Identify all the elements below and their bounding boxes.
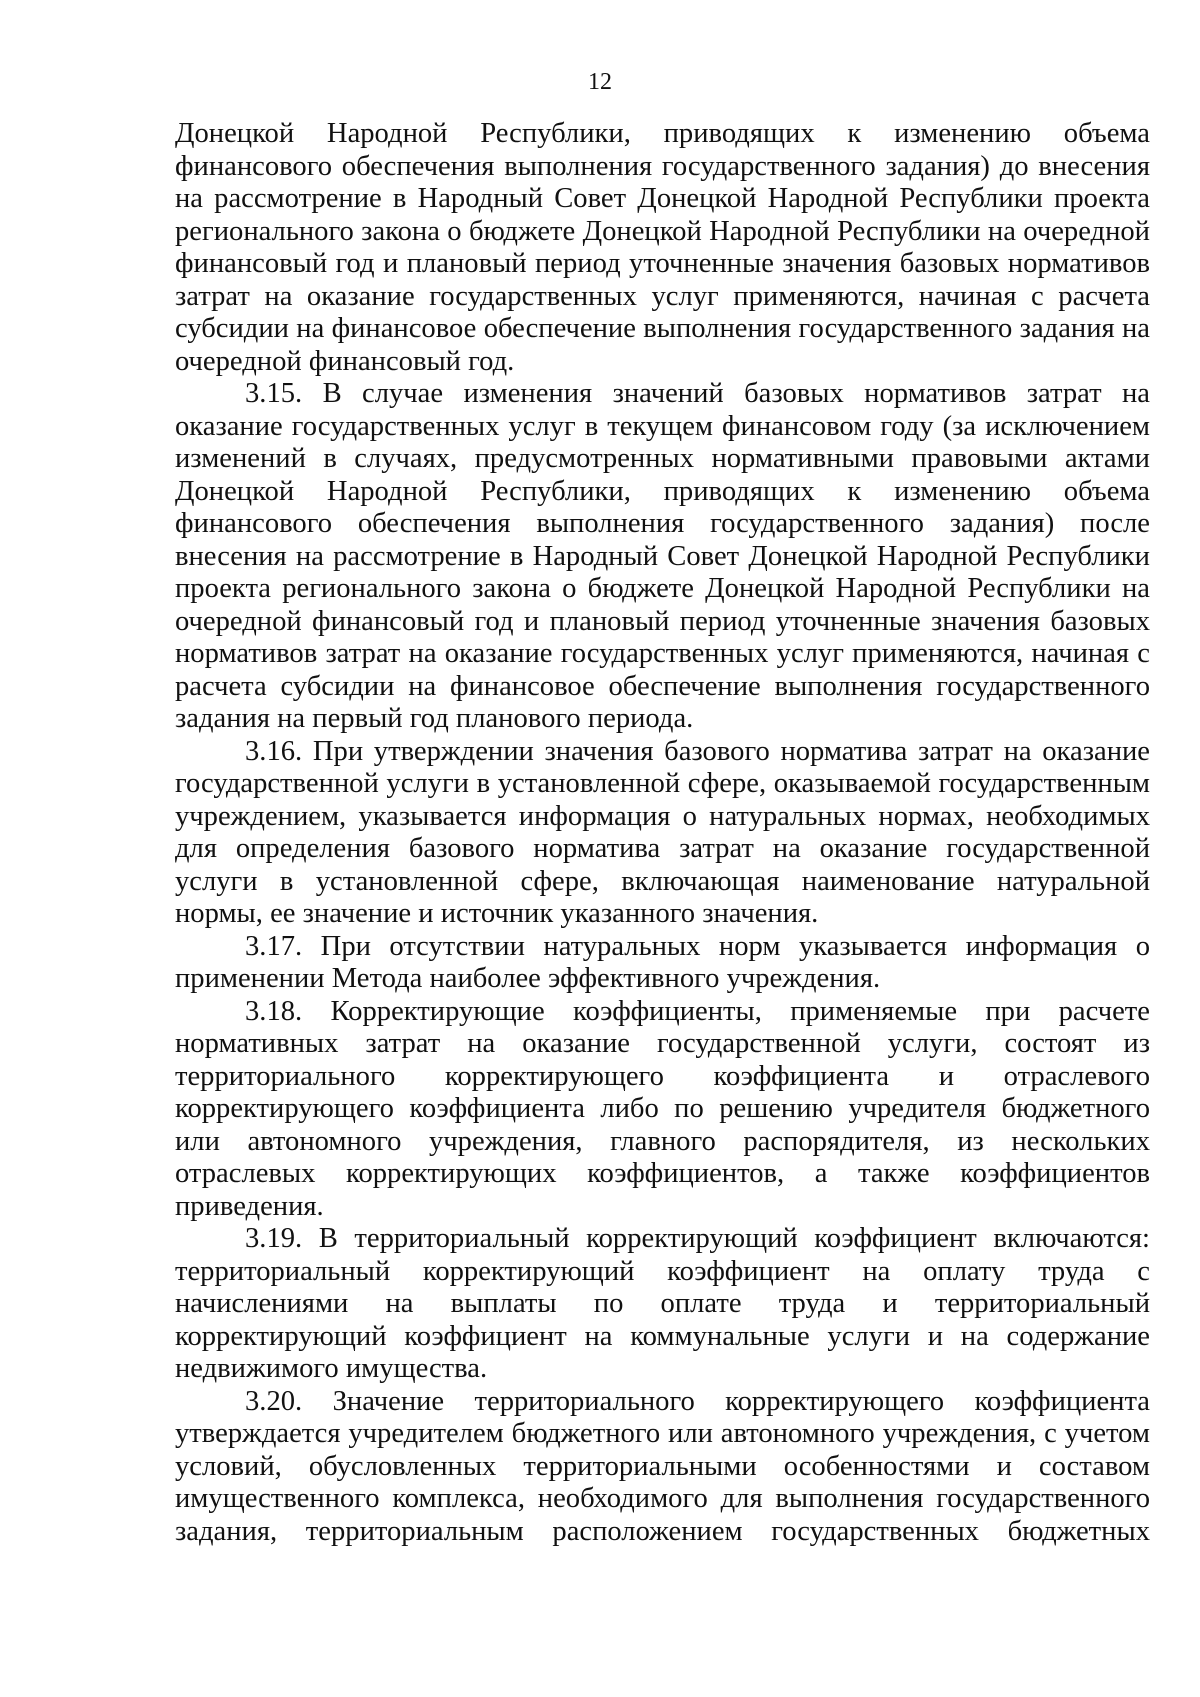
paragraph-3-15: 3.15. В случае изменения значений базовых нормативов затрат на оказание государственных услуг в текущем финансовом году (за исключением изменений в случаях, предусмотренных нормативными правовыми актами Донецкой Народной Республики, приводящих к изменению объема финансового обеспечения выполнения государственного задания) после внесения на рассмотрение в Народный Совет Донецкой Народной Республики проекта регионального закона о бюджете Донецкой Народной Республики на очередной финансовый год и плановый период уточненные значения базовых нормативов затрат на оказание государственных услуг применяются, начиная с расчета субсидии на финансовое обеспечение выполнения государственного задания на первый год планового периода. [175,378,1150,734]
page-number: 12 [588,69,612,95]
paragraph-3-17: 3.17. При отсутствии натуральных норм указывается информация о применении Метода наиболее эффективного учреждения. [175,930,1150,994]
paragraph-3-18: 3.18. Корректирующие коэффициенты, применяемые при расчете нормативных затрат на оказание государственной услуги, состоят из территориального корректирующего коэффициента и отраслевого корректирующего коэффициента либо по решению учредителя бюджетного или автономного учреждения, главного распорядителя, из нескольких отраслевых корректирующих коэффициентов, а также коэффициентов приведения. [175,995,1150,1222]
paragraph-3-19: 3.19. В территориальный корректирующий коэффициент включаются: территориальный корректирующий коэффициент на оплату труда с начислениями на выплаты по оплате труда и территориальный корректирующий коэффициент на коммунальные услуги и на содержание недвижимого имущества. [175,1223,1150,1384]
paragraph-3-20: 3.20. Значение территориального корректирующего коэффициента утверждается учредителем бюджетного или автономного учреждения, с учетом условий, обусловленных территориальными особенностями и составом имущественного комплекса, необходимого для выполнения государственного задания, территориальным расположением государственных бюджетных [175,1385,1150,1547]
paragraph-continuation: Донецкой Народной Республики, приводящих к изменению объема финансового обеспечения выполнения государственного задания) до внесения на рассмотрение в Народный Совет Донецкой Народной Республики проекта регионального закона о бюджете Донецкой Народной Республики на очередной финансовый год и плановый период уточненные значения базовых нормативов затрат на оказание государственных услуг применяются, начиная с расчета субсидии на финансовое обеспечение выполнения государственного задания на очередной финансовый год. [175,118,1150,377]
paragraph-3-16: 3.16. При утверждении значения базового норматива затрат на оказание государственной услуги в установленной сфере, оказываемой государственным учреждением, указывается информация о натуральных нормах, необходимых для определения базового норматива затрат на оказание государственной услуги в установленной сфере, включающая наименование натуральной нормы, ее значение и источник указанного значения. [175,735,1150,929]
document-body [175,118,1150,1548]
